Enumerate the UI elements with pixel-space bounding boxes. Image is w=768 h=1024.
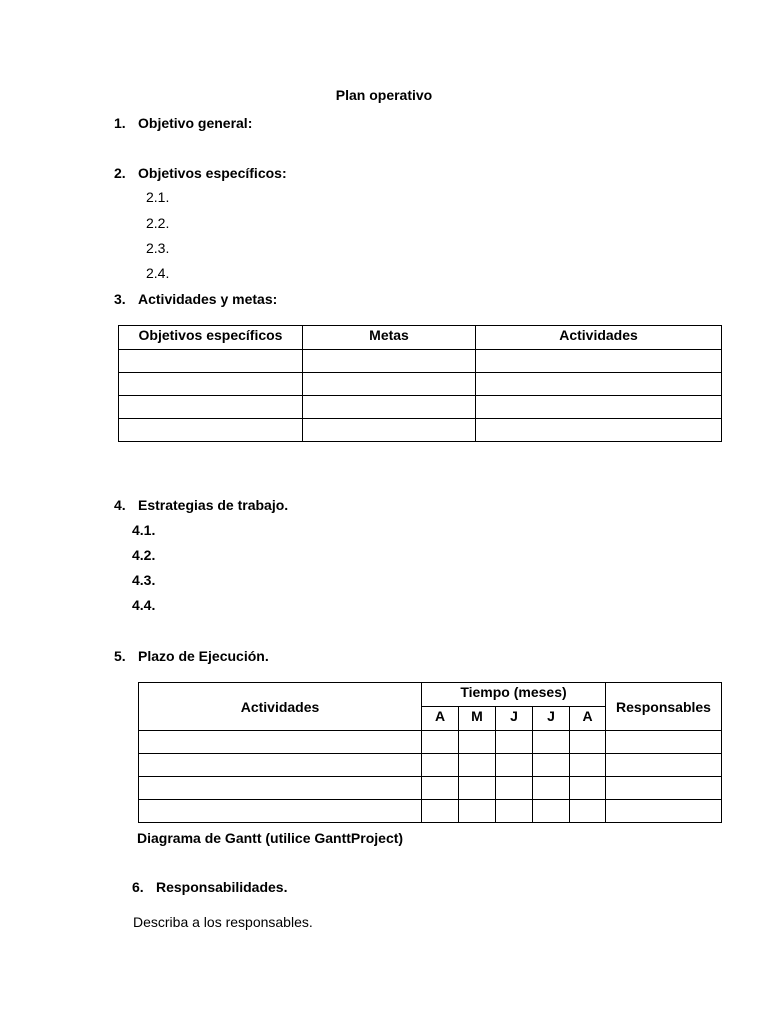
execution-schedule-table (138, 682, 722, 823)
list-item: 4.3. (132, 572, 156, 588)
section-1 (114, 115, 253, 131)
table-cell[interactable] (139, 777, 422, 800)
section-6-number: 6. (132, 879, 144, 895)
table-header-time: Tiempo (meses) (422, 683, 606, 707)
table-header: Objetivos específicos (119, 326, 303, 350)
activities-goals-table (118, 325, 722, 442)
list-item: 2.2. (146, 215, 170, 231)
table-cell[interactable] (533, 731, 570, 754)
table-cell[interactable] (139, 800, 422, 823)
table-cell[interactable] (496, 731, 533, 754)
table-cell[interactable] (303, 419, 476, 442)
table-row (119, 419, 722, 442)
list-item: 2.3. (146, 240, 170, 256)
section-3 (114, 291, 278, 307)
table-cell[interactable] (119, 396, 303, 419)
table-row (139, 754, 722, 777)
table-cell[interactable] (476, 419, 722, 442)
table-cell[interactable] (459, 777, 496, 800)
table-cell[interactable] (533, 800, 570, 823)
table-row (119, 396, 722, 419)
table-cell[interactable] (422, 777, 459, 800)
table-cell[interactable] (119, 373, 303, 396)
section-2 (114, 165, 287, 181)
section-4-label: Estrategias de trabajo. (138, 497, 289, 513)
month-header: M (459, 707, 496, 731)
section-4-number: 4. (114, 497, 126, 513)
table-cell[interactable] (459, 731, 496, 754)
table-cell[interactable] (422, 800, 459, 823)
table-cell[interactable] (422, 754, 459, 777)
section-3-label: Actividades y metas: (138, 291, 278, 307)
table-row (119, 350, 722, 373)
table-cell[interactable] (570, 800, 606, 823)
gantt-note: Diagrama de Gantt (utilice GanttProject) (137, 830, 404, 846)
table-cell[interactable] (570, 777, 606, 800)
section-1-label: Objetivo general: (138, 115, 253, 131)
table-cell[interactable] (533, 777, 570, 800)
table-header: Metas (303, 326, 476, 350)
table-cell[interactable] (459, 754, 496, 777)
table-row (139, 777, 722, 800)
table-cell[interactable] (303, 373, 476, 396)
list-item: 4.2. (132, 547, 156, 563)
table-header: Actividades (476, 326, 722, 350)
month-header: J (533, 707, 570, 731)
table-cell[interactable] (303, 396, 476, 419)
section-2-label: Objetivos específicos: (138, 165, 287, 181)
table-cell[interactable] (606, 800, 722, 823)
section-3-number: 3. (114, 291, 126, 307)
table-cell[interactable] (533, 754, 570, 777)
section-2-number: 2. (114, 165, 126, 181)
table-cell[interactable] (570, 731, 606, 754)
table-cell[interactable] (496, 777, 533, 800)
table-cell[interactable] (422, 731, 459, 754)
table-cell[interactable] (119, 350, 303, 373)
list-item: 4.1. (132, 522, 156, 538)
table-cell[interactable] (570, 754, 606, 777)
section-1-number: 1. (114, 115, 126, 131)
table-header-responsables: Responsables (606, 683, 722, 731)
list-item: 4.4. (132, 597, 156, 613)
table-header-activities: Actividades (139, 683, 422, 731)
table-cell[interactable] (139, 731, 422, 754)
list-item: 2.1. (146, 189, 170, 205)
table-cell[interactable] (476, 350, 722, 373)
month-header: A (570, 707, 606, 731)
section-5-number: 5. (114, 648, 126, 664)
section-4 (114, 497, 289, 513)
section-5 (114, 648, 269, 664)
section-6-label: Responsabilidades. (156, 879, 288, 895)
month-header: A (422, 707, 459, 731)
section-5-label: Plazo de Ejecución. (138, 648, 269, 664)
month-header: J (496, 707, 533, 731)
section-6-text: Describa a los responsables. (133, 914, 313, 930)
table-cell[interactable] (303, 350, 476, 373)
page-title: Plan operativo (335, 87, 433, 103)
table-cell[interactable] (119, 419, 303, 442)
table-row (139, 731, 722, 754)
table-cell[interactable] (606, 754, 722, 777)
section-6 (132, 879, 288, 895)
table-row (139, 800, 722, 823)
table-cell[interactable] (496, 754, 533, 777)
table-cell[interactable] (606, 777, 722, 800)
table-cell[interactable] (476, 373, 722, 396)
table-cell[interactable] (459, 800, 496, 823)
table-cell[interactable] (476, 396, 722, 419)
table-cell[interactable] (496, 800, 533, 823)
table-row (119, 373, 722, 396)
list-item: 2.4. (146, 265, 170, 281)
table-cell[interactable] (139, 754, 422, 777)
table-cell[interactable] (606, 731, 722, 754)
